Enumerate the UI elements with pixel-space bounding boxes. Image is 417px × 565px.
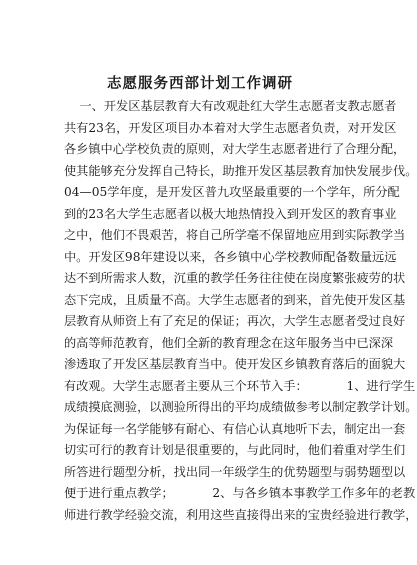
text-line: 使其能够充分发挥自己特长，助推开发区基层教育加快发展步伐。 [64,163,417,178]
text-line: 为保证每一名学能够有耐心、有信心认真地听下去，制定出一套 [64,421,406,436]
text-line: 态下完成，且质量不高。大学生志愿者的到来，首先使开发区基 [64,292,406,307]
text-line: 渗透取了开发区基层教育当中。使开发区乡镇教育落后的面貌大 [64,357,406,371]
text-line: 一、开发区基层教育大有改观赴红大学生志愿者支教志愿者 [64,99,397,113]
text-line: 中。开发区98年建设以来，各乡镇中心学校教师配备数量远远 [64,249,397,264]
document-title: 志愿服务西部计划工作调研 [107,75,293,92]
text-line: 达不到所需求人数，沉重的教学任务往往使在岗度繁张疲劳的状 [64,271,406,285]
document-body [64,96,417,526]
text-line: 有改观。大学生志愿者主要从三个环节入手： 1、进行学生 [64,378,416,393]
text-line: 成绩摸底测验，以测验所得出的平均成绩做参考以制定教学计划。 [64,400,417,414]
text-line: 切实可行的教育计划是很重要的，与此同时，他们着重对学生们 [64,443,406,457]
text-line: 共有23名，开发区项目办本着对大学生志愿者负责，对开发区 [64,120,397,135]
text-line: 的高等师范教育，他们全新的教育理念在这年服务当中已深深 [64,335,394,350]
text-line: 层教育从师资上有了充足的保证；再次，大学生志愿者受过良好 [64,314,406,328]
text-line: 之中，他们不畏艰苦，将自己所学毫不保留地应用到实际教学当 [64,228,406,242]
text-line: 各乡镇中心学校负责的原则，对大学生志愿者进行了合理分配， [64,142,406,156]
text-line: 所答进行题型分析，找出同一年级学生的优势题型与弱势题型以 [64,464,406,479]
text-line: 04—05学年度，是开发区普九攻坚最重要的一个学年，所分配 [64,185,400,199]
text-line: 便于进行重点教学； 2、与各乡镇本事教学工作多年的老教 [64,486,416,500]
text-line: 师进行教学经验交流，利用这些直接得出来的宝贵经验进行教学， [64,507,417,522]
text-line: 到的23名大学生志愿者以极大地热情投入到开发区的教育事业 [64,206,397,221]
